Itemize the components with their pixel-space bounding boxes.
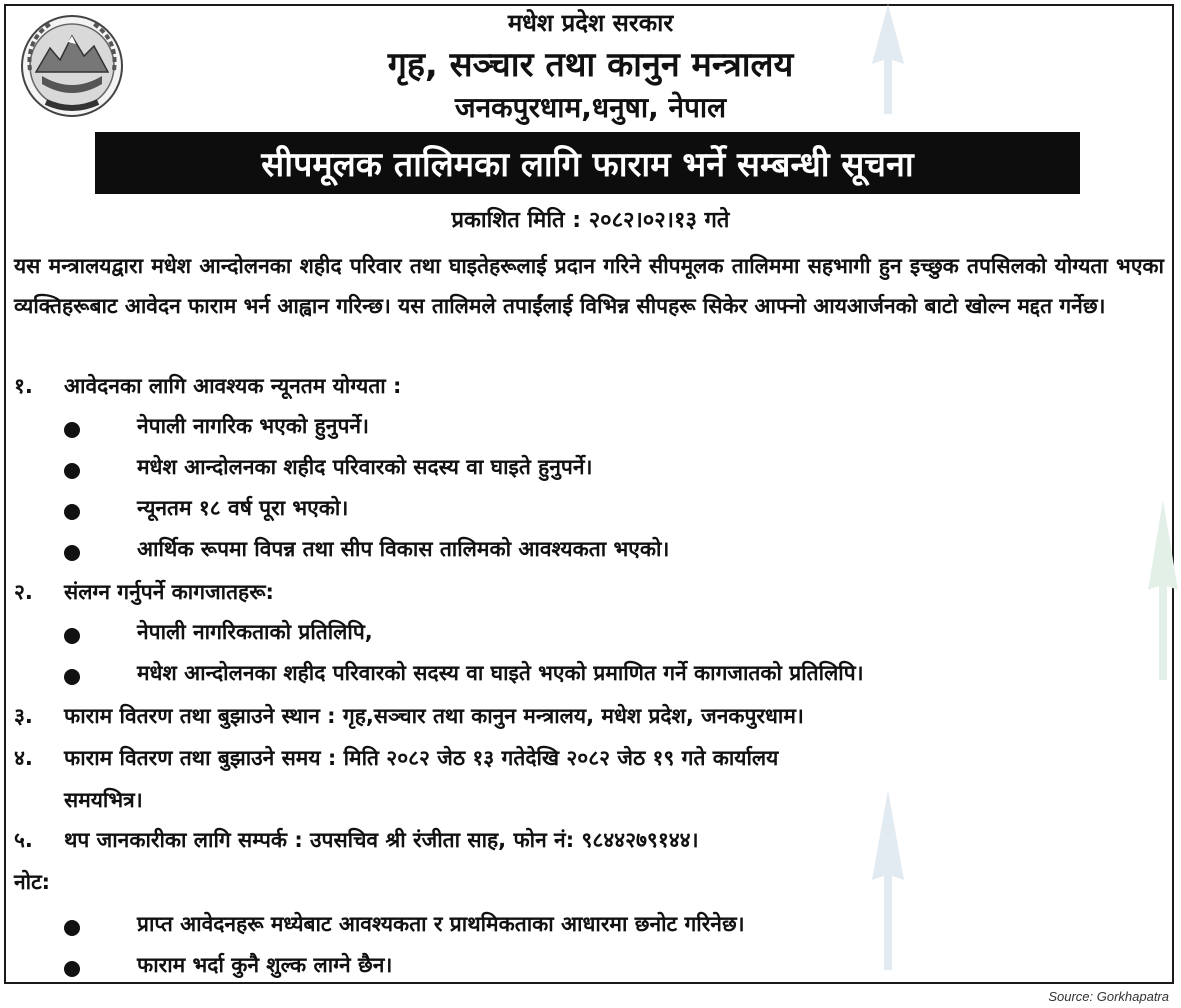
note-item: प्राप्त आवेदनहरू मध्येबाट आवश्यकता र प्राथमिकताका आधारमा छनोट गरिनेछ। <box>137 912 745 936</box>
note-label: नोट: <box>14 870 51 894</box>
section3-number: ३. <box>14 704 33 728</box>
note-item: फाराम भर्दा कुनै शुल्क लाग्ने छैन। <box>137 953 393 977</box>
ministry-name: गृह, सञ्चार तथा कानुन मन्त्रालय <box>387 45 794 85</box>
bullet-icon <box>64 504 80 520</box>
bullet-icon <box>64 422 80 438</box>
section5-number: ५. <box>14 828 33 852</box>
bullet-icon <box>64 463 80 479</box>
list-item: नेपाली नागरिकताको प्रतिलिपि, <box>137 620 373 644</box>
section3-text: फाराम वितरण तथा बुझाउने स्थान : गृह,सञ्चार तथा कानुन मन्त्रालय, मधेश प्रदेश, जनकपुरधाम। <box>64 704 804 728</box>
list-item: नेपाली नागरिक भएको हुनुपर्ने। <box>137 414 369 438</box>
list-item: आर्थिक रूपमा विपन्न तथा सीप विकास तालिमको आवश्यकता भएको। <box>137 537 670 561</box>
section5-text: थप जानकारीका लागि सम्पर्क : उपसचिव श्री रंजीता साह, फोन नं: ९८४४२७९१४४। <box>64 828 699 852</box>
government-name: मधेश प्रदेश सरकार <box>507 9 674 37</box>
section4-number: ४. <box>14 746 33 770</box>
bullet-icon <box>64 628 80 644</box>
list-item: न्यूनतम १८ वर्ष पूरा भएको। <box>137 496 349 520</box>
section4-text-continued: समयभित्र। <box>64 788 143 812</box>
source-credit: Source: Gorkhapatra <box>1048 989 1169 1004</box>
bullet-icon <box>64 669 80 685</box>
section2-title: संलग्न गर्नुपर्ने कागजातहरू: <box>64 580 274 604</box>
list-item: मधेश आन्दोलनका शहीद परिवारको सदस्य वा घाइते भएको प्रमाणित गर्ने कागजातको प्रतिलिपि। <box>137 661 864 685</box>
notice-title-banner <box>95 132 1080 194</box>
notice-title: सीपमूलक तालिमका लागि फाराम भर्ने सम्बन्धी सूचना <box>261 145 914 185</box>
section1-number: १. <box>14 374 33 398</box>
published-date: प्रकाशित मिति : २०८२।०२।१३ गते <box>451 208 730 233</box>
office-location: जनकपुरधाम,धनुषा, नेपाल <box>454 91 727 124</box>
bullet-icon <box>64 545 80 561</box>
intro-paragraph: यस मन्त्रालयद्वारा मधेश आन्दोलनका शहीद परिवार तथा घाइतेहरूलाई प्रदान गरिने सीपमूलक तालिममा सहभागी हुन इच्छुक तपसिलको योग्यता भएका व्यक्तिहरूबाट आवेदन फाराम भर्न आह्वान गरिन्छ। यस तालिमले तपाईंलाई विभिन्न सीपहरू सिकेर आफ्नो आयआर्जनको बाटो खोल्न मद्दत गर्नेछ। <box>14 254 1164 318</box>
section1-title: आवेदनका लागि आवश्यक न्यूनतम योग्यता : <box>64 374 402 398</box>
section2-number: २. <box>14 580 33 604</box>
list-item: मधेश आन्दोलनका शहीद परिवारको सदस्य वा घाइते हुनुपर्ने। <box>137 455 593 479</box>
bullet-icon <box>64 961 80 977</box>
section4-text: फाराम वितरण तथा बुझाउने समय : मिति २०८२ जेठ १३ गतेदेखि २०८२ जेठ १९ गते कार्यालय <box>64 746 779 770</box>
bullet-icon <box>64 920 80 936</box>
